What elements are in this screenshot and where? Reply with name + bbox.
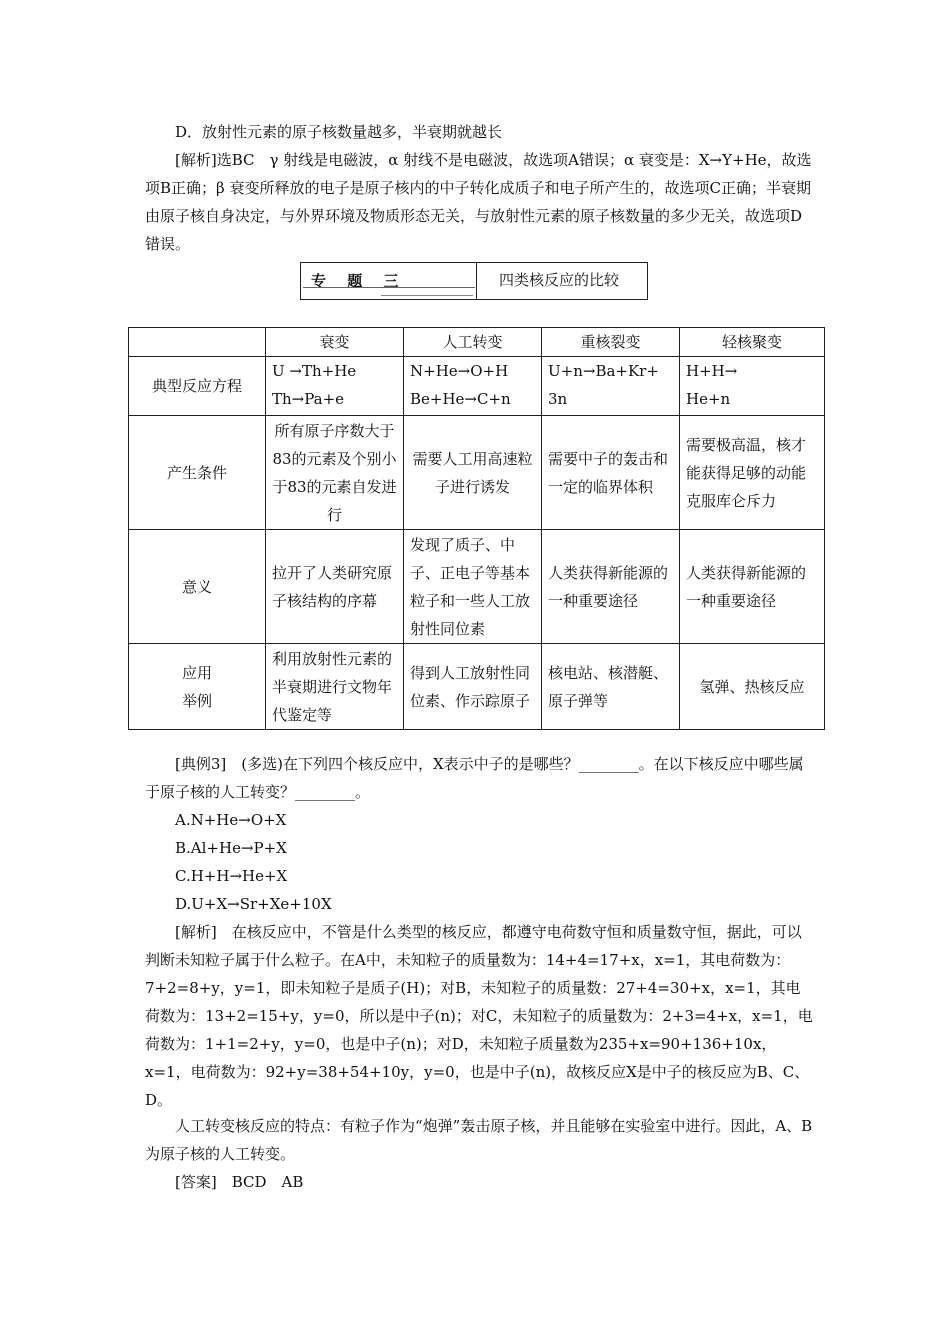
table-cell: N+He→O+H Be+He→C+n: [404, 357, 542, 416]
table-cell: U+n→Ba+Kr+ 3n: [542, 357, 680, 416]
table-header-cell: 重核裂变: [542, 328, 680, 357]
table-cell: 需要人工用高速粒子进行诱发: [404, 416, 542, 530]
table-row: [129, 357, 825, 416]
table-cell: 氢弹、热核反应: [680, 644, 825, 730]
analysis-paragraph-1: [解析]选BC γ 射线是电磁波，α 射线不是电磁波，故选项A错误；α 衰变是：X→Y+He，故选项B正确；β 衰变所释放的电子是原子核内的中子转化成质子和电子所产生的，故选项C正确；半衰期由原子核自身决定，与外界环境及物质形态无关，与放射性元素的原子核数量的多少无关，故选项D错误。: [145, 151, 812, 253]
table-header-cell: 衰变: [266, 328, 404, 357]
table-cell: 拉开了人类研究原子核结构的序幕: [266, 530, 404, 644]
table-row: [129, 416, 825, 530]
table-cell: U →Th+He Th→Pa+e: [266, 357, 404, 416]
topic-subtitle: 四类核反应的比较: [499, 271, 620, 289]
table-cell: H+H→ He+n: [680, 357, 825, 416]
table-header-cell: 人工转变: [404, 328, 542, 357]
table-cell: 人类获得新能源的一种重要途径: [680, 530, 825, 644]
table-row: [129, 644, 825, 730]
table-cell: 得到人工放射性同位素、作示踪原子: [404, 644, 542, 730]
row-label: 应用 举例: [129, 644, 266, 730]
example-option-d: D.U+X→Sr+Xe+10X: [175, 895, 332, 913]
example-question: [典例3] (多选)在下列四个核反应中，X表示中子的是哪些？________。在以下核反应中哪些属于原子核的人工转变？________。: [145, 755, 804, 801]
table-cell: 需要极高温，核才能获得足够的动能克服库仑斥力: [680, 416, 825, 530]
example-analysis: [解析] 在核反应中，不管是什么类型的核反应，都遵守电荷数守恒和质量数守恒，据此，可以判断未知粒子属于什么粒子。在A中，未知粒子的质量数为：14+4=17+x，x=1，其电荷数为：7+2=8+y，y=1，即未知粒子是质子(H)；对B，未知粒子的质量数：27+4=30+x，x=1，其电荷数为：13+2=15+y，y=0，所以是中子(n)；对C，未知粒子的质量数为：2+3=4+x，x=1，电荷数为：1+1=2+y，y=0，也是中子(n)；对D，未知粒子质量数为235+x=90+136+10x，x=1，电荷数为：92+y=38+54+10y，y=0，也是中子(n)，故核反应X是中子的核反应为B、C、D。: [145, 923, 813, 1109]
table-cell: 所有原子序数大于83的元素及个别小于83的元素自发进行: [266, 416, 404, 530]
table-header-row: [129, 328, 825, 357]
example-feature: 人工转变核反应的特点：有粒子作为“炮弹”轰击原子核，并且能够在实验室中进行。因此，A、B为原子核的人工转变。: [145, 1117, 813, 1163]
table-header-cell: [129, 328, 266, 357]
topic-title: 专 题 三: [311, 272, 407, 290]
table-cell: 利用放射性元素的半衰期进行文物年代鉴定等: [266, 644, 404, 730]
example-option-c: C.H+H→He+X: [175, 867, 288, 885]
table-row: [129, 530, 825, 644]
row-label: 产生条件: [129, 416, 266, 530]
table-header-cell: 轻核聚变: [680, 328, 825, 357]
table-cell: 需要中子的轰击和一定的临界体积: [542, 416, 680, 530]
topic-underline-short: [381, 295, 473, 296]
example-option-b: B.Al+He→P+X: [175, 839, 287, 857]
table-cell: 发现了质子、中子、正电子等基本粒子和一些人工放射性同位素: [404, 530, 542, 644]
topic-banner: [300, 262, 648, 300]
option-d-text: D．放射性元素的原子核数量越多，半衰期就越长: [175, 123, 503, 141]
row-label: 典型反应方程: [129, 357, 266, 416]
table-cell: 核电站、核潜艇、原子弹等: [542, 644, 680, 730]
example-option-a: A.N+He→O+X: [175, 811, 287, 829]
example-answer: [答案] BCD AB: [175, 1173, 304, 1191]
topic-divider: [476, 263, 477, 299]
comparison-table: [128, 327, 825, 730]
table-cell: 人类获得新能源的一种重要途径: [542, 530, 680, 644]
topic-underline: [303, 287, 475, 288]
row-label: 意义: [129, 530, 266, 644]
